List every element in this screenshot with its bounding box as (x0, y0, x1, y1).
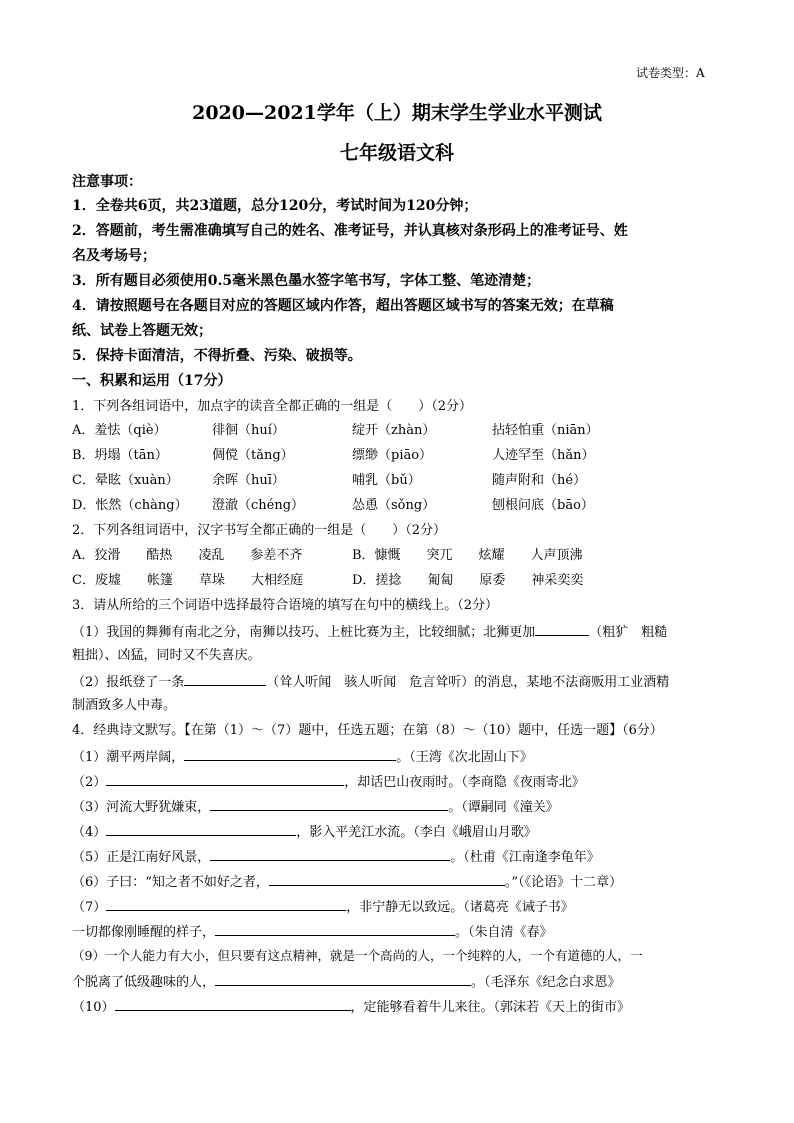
option-word: A．羞怯（qiè） (72, 423, 167, 438)
notice-item: 4．请按照题号在各题目对应的答题区域内作答，超出答题区域书写的答案无效；在草稿 (72, 298, 614, 314)
option-word: B．坍塌（tān） (72, 448, 168, 463)
option-word: 怂恿（sǒng） (352, 498, 436, 513)
answer-blank[interactable] (106, 771, 344, 786)
answer-blank[interactable] (535, 621, 589, 636)
poem-line-1 (72, 746, 533, 768)
poem-line-9: （9）一个人能力有大小，但只要有这点精神，就是一个高尚的人，一个纯粹的人，一个有道德的人，一 (72, 948, 643, 963)
exam-subtitle: 七年级语文科 (339, 142, 454, 164)
text: （7） (72, 900, 107, 915)
option-row: C．废墟 帐篷 草垛 大相经庭 (72, 573, 303, 588)
answer-blank[interactable] (184, 671, 266, 686)
question-3-stem: 3．请从所给的三个词语中选择最符合语境的填写在句中的横线上。（2分） (72, 598, 499, 613)
question-3-part-2-cont: 制酒致多人中毒。 (72, 698, 177, 713)
option-word: 余晖（huī） (212, 473, 285, 488)
text: 。（谭嗣同《潼关》 (448, 800, 559, 815)
text: 个脱离了低级趣味的人， (72, 975, 216, 990)
option-word: 人迹罕至（hǎn） (492, 448, 595, 463)
text: ，影入平羌江水流。（李白《峨眉山月歌》 (296, 825, 537, 840)
text: （3）河流大野犹嫌束， (72, 800, 211, 815)
answer-blank[interactable] (269, 871, 505, 886)
text: （1）潮平两岸阔， (72, 750, 185, 765)
text: （4） (72, 825, 107, 840)
question-3-part-1 (72, 621, 667, 643)
poem-line-10 (72, 996, 630, 1018)
text: （5）正是江南好风景， (72, 850, 211, 865)
section-heading: 一、积累和运用（17分） (72, 373, 232, 389)
option-row: A．狡滑 酷热 凌乱 参差不齐 (72, 548, 303, 563)
answer-blank[interactable] (210, 796, 448, 811)
text: ，定能够看着牛儿来往。（郭沫若《天上的街市》 (350, 1000, 631, 1015)
text: （10） (72, 1000, 115, 1015)
text: 一切都像刚睡醒的样子， (72, 925, 216, 940)
option-word: 倜傥（tǎng） (212, 448, 294, 463)
notice-item: 名及考场号； (72, 248, 156, 264)
text: （2）报纸登了一条 (72, 675, 185, 690)
answer-blank[interactable] (215, 921, 455, 936)
notice-item: 纸、试卷上答题无效； (72, 323, 212, 339)
option-word: 徘徊（huí） (212, 423, 285, 438)
option-word: 刨根问底（bāo） (492, 498, 594, 513)
answer-blank[interactable] (210, 846, 450, 861)
text: 。（毛泽东《纪念白求恩》 (471, 975, 621, 990)
text: 。（杜甫《江南逢李龟年》 (450, 850, 600, 865)
answer-blank[interactable] (215, 971, 471, 986)
poem-line-2 (72, 771, 585, 793)
notice-heading: 注意事项： (72, 174, 142, 190)
poem-line-7 (72, 896, 574, 918)
notice-item: 3．所有题目必须使用0.5毫米黑色墨水签字笔书写，字体工整、笔迹清楚； (72, 273, 541, 289)
answer-blank[interactable] (106, 896, 346, 911)
option-word: D．怅然（chàng） (72, 498, 188, 513)
answer-blank[interactable] (115, 996, 351, 1011)
exam-title: 2020—2021学年（上）期末学生学业水平测试 (192, 102, 602, 124)
question-3-part-2 (72, 671, 669, 693)
answer-blank[interactable] (184, 746, 396, 761)
notice-item: 2．答题前，考生需准确填写自己的姓名、准考证号，并认真核对条形码上的准考证号、姓 (72, 223, 628, 239)
option-word: 哺乳（bǔ） (352, 473, 421, 488)
text: 。（朱自清《春》 (455, 925, 553, 940)
text: （耸人听闻 骇人听闻 危言耸听）的消息，某地不法商贩用工业酒精 (266, 675, 670, 690)
option-word: C．晕眩（xuàn） (72, 473, 179, 488)
poem-line-9-cont (72, 971, 621, 993)
text: 。”（《论语》十二章） (504, 875, 623, 890)
text: ，非宁静无以致远。（诸葛亮《诫子书》 (346, 900, 574, 915)
question-1-stem: 1．下列各组词语中，加点字的读音全都正确的一组是（ ）（2分） (72, 399, 473, 414)
option-word: 澄澈（chéng） (212, 498, 305, 513)
poem-line-8 (72, 921, 553, 943)
text: 。（王湾《次北固山下》 (396, 750, 533, 765)
option-word: 缥缈（piāo） (352, 448, 433, 463)
option-row: D．搓捻 匍匐 原委 神采奕奕 (352, 573, 584, 588)
paper-type: 试卷类型：A (636, 66, 705, 80)
notice-item: 1．全卷共6页，共23道题，总分120分，考试时间为120分钟； (72, 198, 478, 214)
question-4-stem: 4．经典诗文默写。【在第（1）～（7）题中，任选五题；在第（8）～（10）题中，任选一题】（6分） (72, 723, 663, 738)
poem-line-6 (72, 871, 622, 893)
text: （粗犷 粗糙 (589, 625, 668, 640)
option-word: 拈轻怕重（niān） (492, 423, 599, 438)
poem-line-4 (72, 821, 537, 843)
question-2-stem: 2．下列各组词语中，汉字书写全都正确的一组是（ ）（2分） (72, 523, 447, 538)
poem-line-5 (72, 846, 600, 868)
option-row: B．慷慨 突兀 炫耀 人声顶沸 (352, 548, 583, 563)
text: （2） (72, 775, 107, 790)
answer-blank[interactable] (106, 821, 296, 836)
notice-item: 5．保持卡面清洁，不得折叠、污染、破损等。 (72, 348, 362, 364)
text: （6）子曰：“知之者不如好之者， (72, 875, 269, 890)
text: （1）我国的舞狮有南北之分，南狮以技巧、上桩比赛为主，比较细腻；北狮更加 (72, 625, 536, 640)
option-word: 绽开（zhàn） (352, 423, 436, 438)
text: ，却话巴山夜雨时。（李商隐《夜雨寄北》 (344, 775, 585, 790)
poem-line-3 (72, 796, 559, 818)
option-word: 随声附和（hé） (492, 473, 587, 488)
question-3-part-1-cont: 粗拙）、凶猛，同时又不失喜庆。 (72, 648, 261, 663)
